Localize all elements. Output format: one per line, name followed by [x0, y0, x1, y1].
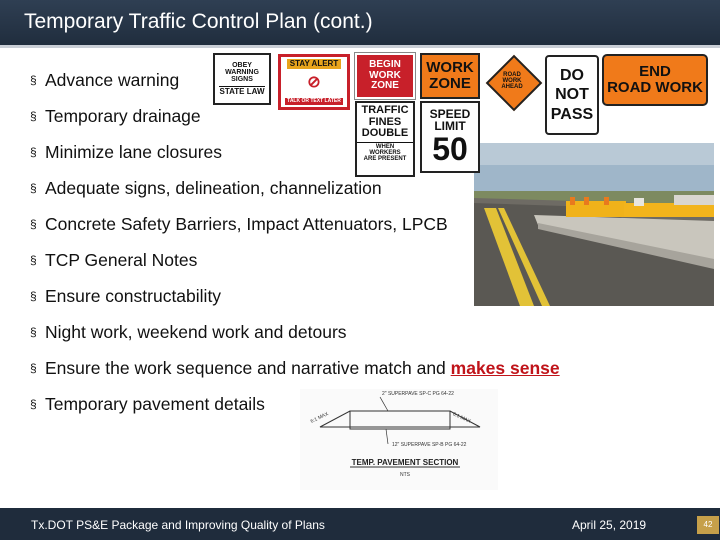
sign-text: SPEED: [429, 106, 471, 121]
bullet-text: Ensure constructability: [45, 286, 222, 306]
sign-text: ROAD WORK: [607, 79, 703, 96]
sign-text: AHEAD: [501, 84, 523, 91]
bullet-marker: §: [30, 325, 37, 339]
bullet-text: Advance warning: [45, 70, 180, 90]
bullet-text: Minimize lane closures: [45, 142, 223, 162]
sign-text: BEGIN: [369, 59, 401, 71]
highlighted-phrase: makes sense: [450, 358, 560, 378]
sign-text: WORKERS: [369, 149, 401, 156]
end-road-work-sign: [602, 54, 708, 106]
pavement-caption: TEMP. PAVEMENT SECTION: [351, 458, 459, 467]
pavement-subcaption: NTS: [400, 472, 410, 478]
work-zone-sign: [420, 53, 480, 99]
no-phone-icon: ⊘: [307, 74, 321, 92]
bullet-marker: §: [30, 361, 37, 375]
sign-text: TALK OR TEXT LATER: [287, 97, 341, 104]
bullet-marker: §: [30, 109, 37, 123]
bullet-item: [30, 106, 560, 142]
bullet-marker: §: [30, 397, 37, 411]
bullet-marker: §: [30, 145, 37, 159]
sign-text: WORK: [502, 77, 522, 84]
stay-alert-sign: [278, 54, 350, 110]
page-number: 42: [697, 516, 719, 534]
pavement-top-note: 2" SUPERPAVE SP-C PG 64-22: [382, 391, 454, 397]
speed-limit-sign: [420, 101, 480, 173]
sign-text: TRAFFIC: [361, 104, 409, 116]
sign-text: WORK: [369, 69, 401, 81]
sign-text: WARNING: [225, 69, 259, 77]
bullet-marker: §: [30, 253, 37, 267]
pavement-right-slope: 6:1 MAX: [451, 411, 472, 425]
sign-text: ARE PRESENT: [363, 156, 407, 163]
sign-text: FINES: [368, 115, 402, 128]
traffic-fines-double-sign: [355, 101, 415, 177]
sign-text: ZONE: [371, 80, 399, 92]
begin-work-zone-sign: [355, 53, 415, 99]
sign-text: ZONE: [429, 75, 471, 92]
sign-text: END: [639, 63, 671, 81]
pavement-bottom-note: 12" SUPERPAVE SP-B PG 64-22: [392, 442, 467, 448]
sign-text: STAY ALERT: [287, 59, 341, 69]
sign-text: DOUBLE: [361, 127, 409, 140]
title-bar: [0, 0, 720, 48]
bullet-text: Ensure the work sequence and narrative match and: [45, 358, 451, 378]
pavement-left-slope: 6:1 MAX: [309, 411, 330, 425]
sign-text: DO: [560, 67, 584, 85]
sign-text: WHEN: [357, 142, 413, 150]
bullet-marker: §: [30, 181, 37, 195]
footer-text: Tx.DOT PS&E Package and Improving Quality of Plans: [31, 518, 325, 532]
sign-text: OBEY: [232, 61, 252, 69]
bullet-text: Temporary pavement details: [45, 394, 265, 414]
obey-warning-signs-sign: [213, 53, 271, 105]
bullet-item: [30, 322, 560, 358]
sign-text: ROAD: [503, 71, 521, 78]
road-work-ahead-sign: [486, 55, 538, 107]
work-zone-photo-drawing: [474, 143, 714, 306]
sign-text: 50: [432, 130, 468, 167]
sign-text: SIGNS: [231, 76, 253, 84]
bullet-text: Adequate signs, delineation, channelization: [45, 178, 382, 198]
bullet-text: Concrete Safety Barriers, Impact Attenuators, LPCB: [45, 214, 448, 234]
bullet-text: Night work, weekend work and detours: [45, 322, 347, 342]
bullet-text: Temporary drainage: [45, 106, 201, 126]
do-not-pass-sign: [545, 55, 599, 135]
footer-date: April 25, 2019: [572, 518, 647, 532]
footer-bar: [0, 508, 720, 540]
title-divider: [0, 45, 720, 48]
sign-text: PASS: [550, 105, 594, 123]
sign-text: LIMIT: [434, 119, 466, 134]
sign-text: WORK: [426, 59, 474, 77]
diamond-sign-text: [486, 55, 538, 107]
sign-text: NOT: [555, 86, 589, 104]
bullet-marker: §: [30, 289, 37, 303]
temp-pavement-section-drawing: [300, 389, 498, 490]
work-zone-photo: [474, 143, 714, 306]
bullet-text: TCP General Notes: [45, 250, 198, 270]
bullet-marker: §: [30, 73, 37, 87]
sign-text: STATE LAW: [219, 86, 265, 96]
slide-title: Temporary Traffic Control Plan (cont.): [24, 10, 373, 33]
bullet-marker: §: [30, 217, 37, 231]
